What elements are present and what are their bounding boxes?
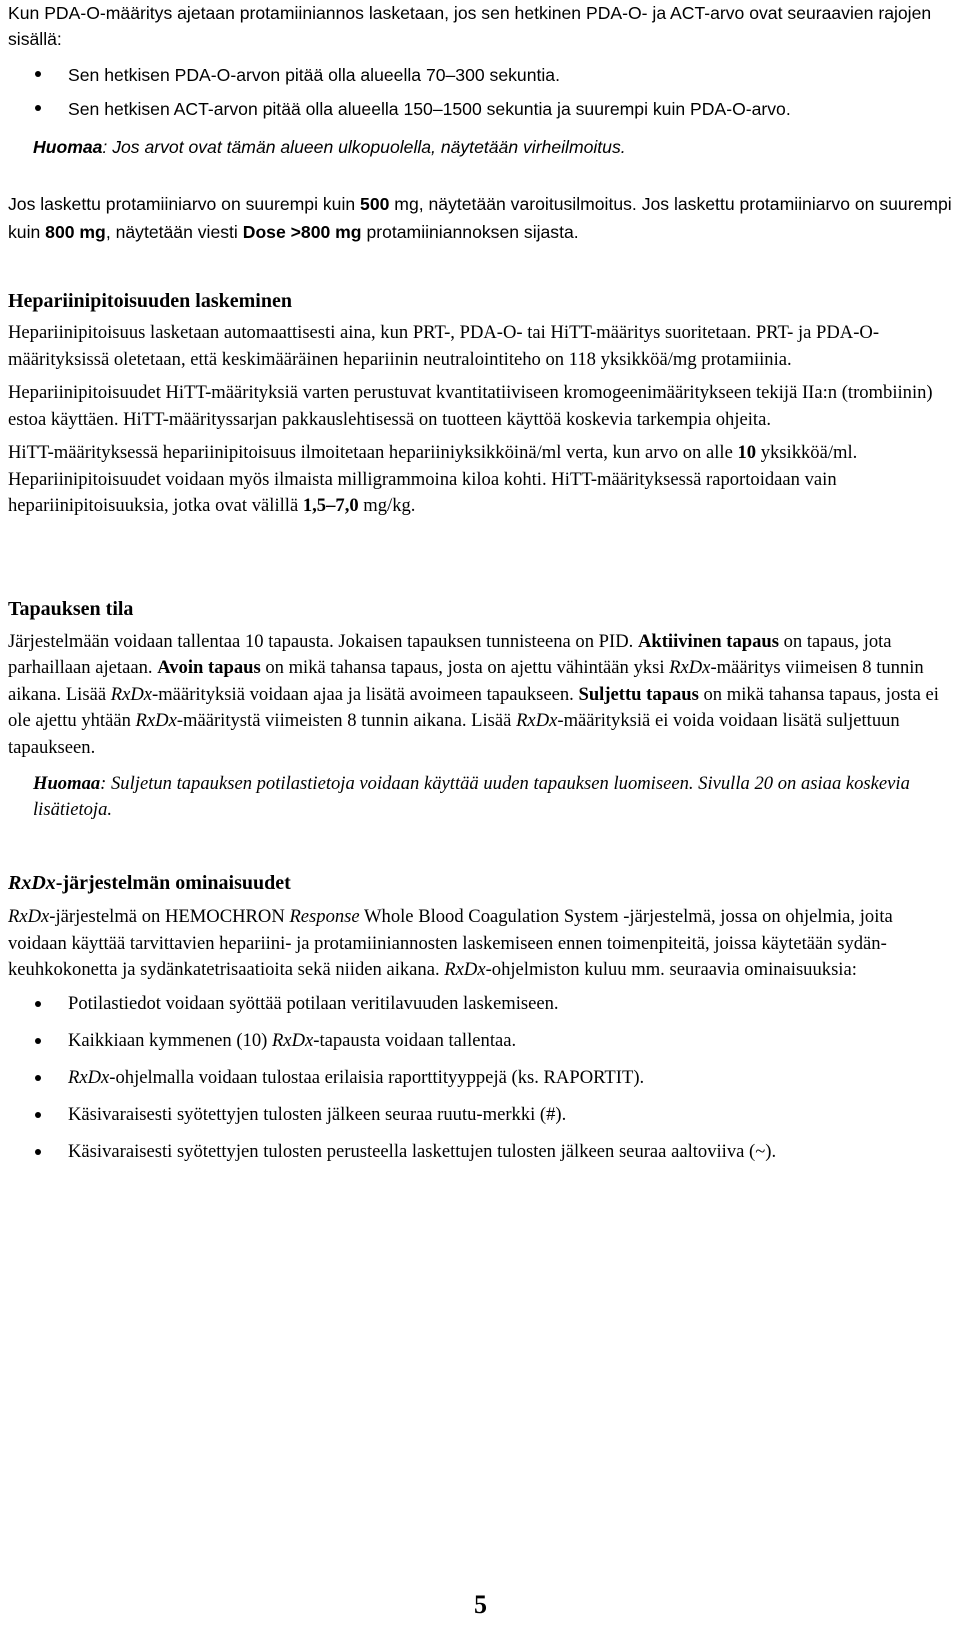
- list-item-text: Sen hetkisen PDA-O-arvon pitää olla alueella 70–300 sekuntia.: [68, 65, 560, 85]
- note-text: : Suljetun tapauksen potilastietoja voidaan käyttää uuden tapauksen luomiseen. Sivulla 20 on asiaa koskevia lisätietoja.: [33, 773, 910, 821]
- note-text: : Jos arvot ovat tämän alueen ulkopuolella, näytetään virheilmoitus.: [102, 137, 626, 157]
- intro-bullet-list: [8, 60, 954, 124]
- list-item: [8, 60, 954, 90]
- bullet-icon: [35, 1112, 41, 1118]
- page-number: 5: [474, 1590, 487, 1619]
- heparin-section: [8, 320, 954, 520]
- heparin-paragraph-3: HiTT-määrityksessä hepariinipitoisuus ilmoitetaan hepariiniyksikköinä/ml verta, kun arvo on alle 10 yksikköä/ml. Hepariinipitoisuudet voidaan myös ilmaista milligrammoina kiloa kohti. HiTT-määrityksessä raportoidaan vain hepariinipitoisuuksia, jotka ovat välillä 1,5–7,0 mg/kg.: [8, 442, 858, 516]
- case-status-paragraph: Järjestelmään voidaan tallentaa 10 tapausta. Jokaisen tapauksen tunnisteena on PID. Aktiivinen tapaus on tapaus, jota parhaillaan ajetaan. Avoin tapaus on mikä tahansa tapaus, josta on ajettu vähintään yksi RxDx-määritys viimeisen 8 tunnin aikana. Lisää RxDx-määrityksiä voidaan ajaa ja lisätä avoimeen tapaukseen. Suljettu tapaus on mikä tahansa tapaus, josta ei ole ajettu yhtään RxDx-määritystä viimeisten 8 tunnin aikana. Lisää RxDx-määrityksiä ei voida voidaan lisätä suljettuun tapaukseen.: [8, 631, 939, 758]
- warning-section: [8, 190, 954, 246]
- heparin-paragraph-1: Hepariinipitoisuus lasketaan automaattisesti aina, kun PRT-, PDA-O- tai HiTT-määritys suoritetaan. PRT- ja PDA-O-määrityksissä oletetaan, että keskimääräinen hepariinin neutralointiteho on 118 yksikköä/mg protamiinia.: [8, 322, 880, 370]
- bullet-icon: [35, 1001, 41, 1007]
- bullet-icon: [35, 1038, 41, 1044]
- list-item-text: Käsivaraisesti syötettyjen tulosten perusteella laskettujen tulosten jälkeen seuraa aaltoviiva (~).: [68, 1140, 777, 1162]
- case-status-section: [8, 629, 954, 824]
- bullet-icon: [35, 105, 41, 111]
- list-item: RxDx-ohjelmalla voidaan tulostaa erilaisia raporttityyppejä (ks. RAPORTIT).: [8, 1064, 954, 1092]
- bullet-icon: [35, 1149, 41, 1155]
- list-item: [8, 94, 954, 124]
- bullet-icon: [35, 1075, 41, 1081]
- features-section: [8, 904, 954, 1166]
- bullet-icon: [35, 71, 41, 77]
- intro-note: [8, 132, 954, 162]
- features-heading: RxDx-järjestelmän ominaisuudet: [8, 872, 291, 894]
- list-item-text: Sen hetkisen ACT-arvon pitää olla alueella 150–1500 sekuntia ja suurempi kuin PDA-O-arvo.: [68, 99, 791, 119]
- list-item-text: Käsivaraisesti syötettyjen tulosten jälkeen seuraa ruutu-merkki (#).: [68, 1103, 567, 1125]
- note-label: Huomaa: [33, 137, 103, 157]
- case-status-note: [8, 771, 954, 824]
- features-paragraph: RxDx-järjestelmä on HEMOCHRON Response Whole Blood Coagulation System -järjestelmä, jossa on ohjelmia, joita voidaan käyttää tarvittavien hepariini- ja protamiiniannosten laskemiseen ennen toimenpiteitä, joissa käytetään sydän-keuhkokonetta ja sydänkatetrisaatioita sekä niiden aikana. RxDx-ohjelmiston kuluu mm. seuraavia ominaisuuksia:: [8, 906, 893, 980]
- warning-paragraph: Jos laskettu protamiiniarvo on suurempi kuin 500 mg, näytetään varoitusilmoitus. Jos laskettu protamiiniarvo on suurempi kuin 800 mg, näytetään viesti Dose >800 mg protamiiniannoksen sijasta.: [8, 194, 952, 242]
- heparin-heading: Hepariinipitoisuuden laskeminen: [8, 290, 292, 312]
- list-item: [8, 1101, 954, 1129]
- list-item: Kaikkiaan kymmenen (10) RxDx-tapausta voidaan tallentaa.: [8, 1027, 954, 1055]
- list-item: [8, 990, 954, 1018]
- intro-section: [8, 0, 954, 162]
- features-bullet-list: [8, 990, 954, 1166]
- list-item-text: Potilastiedot voidaan syöttää potilaan veritilavuuden laskemiseen.: [68, 992, 559, 1014]
- heparin-paragraph-2: Hepariinipitoisuudet HiTT-määrityksiä varten perustuvat kvantitatiiviseen kromogeenimääritykseen tekijä IIa:n (trombiinin) estoa käyttäen. HiTT-määrityssarjan pakkauslehtisessä on tuotteen käyttöä koskevia tarkempia ohjeita.: [8, 382, 933, 430]
- intro-paragraph: Kun PDA-O-määritys ajetaan protamiiniannos lasketaan, jos sen hetkinen PDA-O- ja ACT-arvo ovat seuraavien rajojen sisällä:: [8, 3, 932, 49]
- list-item: [8, 1138, 954, 1166]
- note-label: Huomaa: [33, 773, 101, 795]
- case-status-heading: Tapauksen tila: [8, 598, 134, 620]
